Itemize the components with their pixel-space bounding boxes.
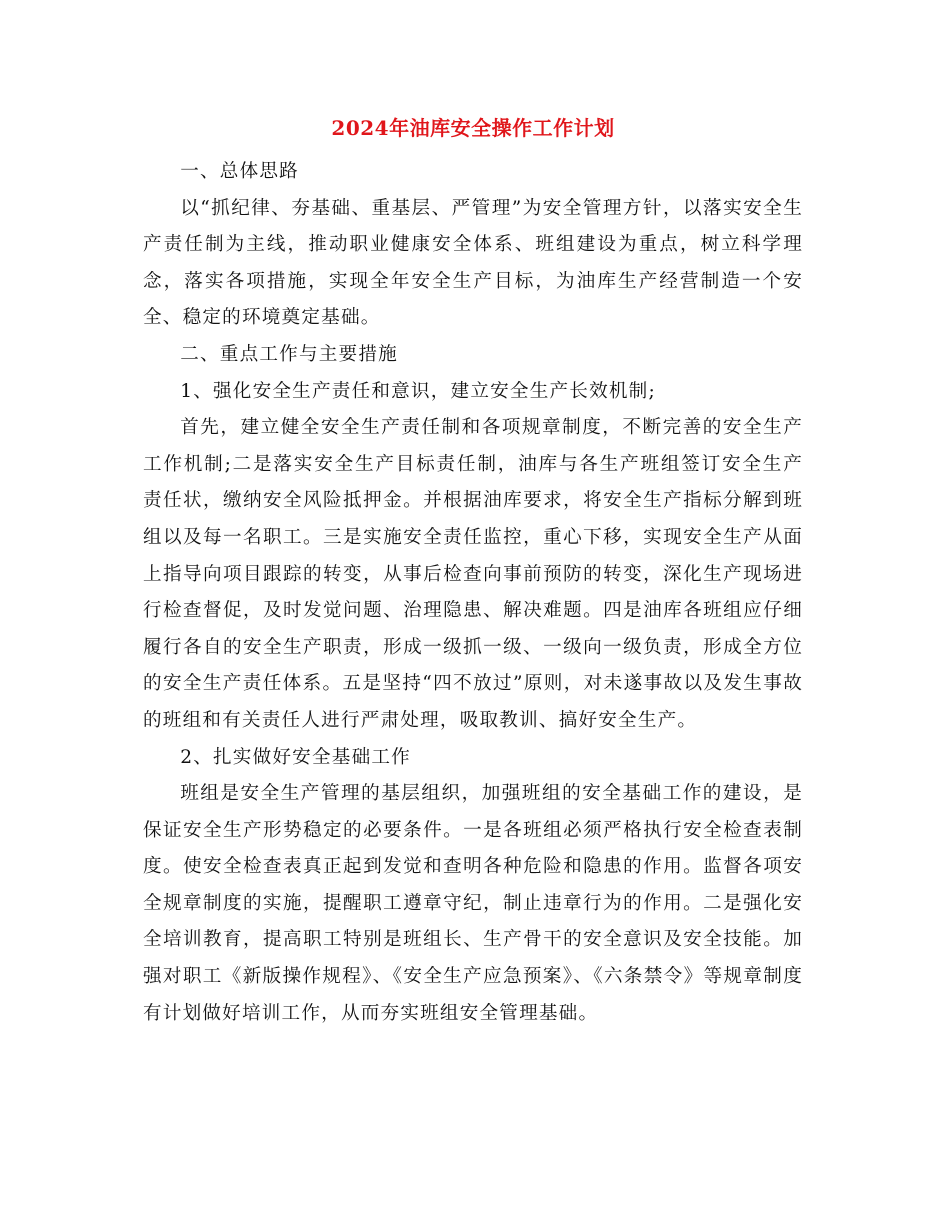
subheading-responsibility: 1、强化安全生产责任和意识，建立安全生产长效机制;	[180, 380, 656, 402]
subheading-safety-foundation: 2、扎实做好安全基础工作	[180, 746, 411, 768]
section-heading-overall-approach: 一、总体思路	[180, 161, 299, 182]
document-page	[143, 112, 803, 1032]
paragraph-responsibility: 首先，建立健全安全生产责任制和各项规章制度，不断完善的安全生产工作机制;二是落实安全生产目标责任制，油库与各生产班组签订安全生产责任状，缴纳安全风险抵押金。并根据油库要求，将安全生产指标分解到班组以及每一名职工。三是实施安全责任监控，重心下移，实现安全生产从面上指导向项目跟踪的转变，从事后检查向事前预防的转变，深化生产现场进行检查督促，及时发觉问题、治理隐患、解决难题。四是油库各班组应仔细履行各自的安全生产职责，形成一级抓一级、一级向一级负责，形成全方位的安全生产责任体系。五是坚持“四不放过”原则，对未遂事故以及发生事故的班组和有关责任人进行严肃处理，吸取教训、搞好安全生产。	[143, 417, 803, 731]
section-heading-key-work: 二、重点工作与主要措施	[180, 343, 398, 365]
paragraph-safety-foundation: 班组是安全生产管理的基层组织，加强班组的安全基础工作的建设，是保证安全生产形势稳定的必要条件。一是各班组必须严格执行安全检查表制度。使安全检查表真正起到发觉和查明各种危险和隐患的作用。监督各项安全规章制度的实施，提醒职工遵章守纪，制止违章行为的作用。二是强化安全培训教育，提高职工特别是班组长、生产骨干的安全意识及安全技能。加强对职工《新版操作规程》、《安全生产应急预案》、《六条禁令》等规章制度有计划做好培训工作，从而夯实班组安全管理基础。	[143, 783, 803, 1024]
paragraph-overall-approach: 以“抓纪律、夯基础、重基层、严管理”为安全管理方针，以落实安全生产责任制为主线，推动职业健康安全体系、班组建设为重点，树立科学理念，落实各项措施，实现全年安全生产目标，为油库生产经营制造一个安全、稳定的环境奠定基础。	[143, 197, 803, 329]
document-title: 2024年油库安全操作工作计划	[331, 116, 615, 140]
